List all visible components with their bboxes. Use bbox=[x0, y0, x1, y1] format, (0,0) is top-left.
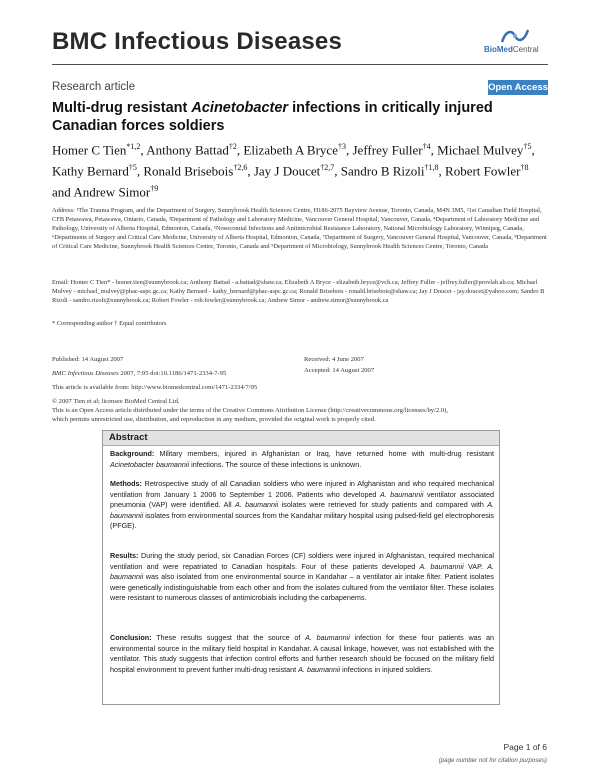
abstract-box bbox=[102, 430, 500, 705]
author-affiliation-mark: †2 bbox=[228, 142, 237, 151]
author-affiliation-mark: †1,8 bbox=[424, 162, 439, 172]
author-separator: , bbox=[531, 142, 535, 158]
author-separator: , bbox=[438, 163, 446, 179]
author-name: Sandro B Rizoli bbox=[340, 163, 425, 179]
logo-text: BioMedCentral bbox=[484, 45, 539, 54]
article-type: Research article bbox=[52, 81, 136, 93]
copyright: © 2007 Tien et al; licensee BioMed Central Ltd. bbox=[52, 398, 180, 405]
accepted-date: Accepted: 14 August 2007 bbox=[304, 367, 375, 374]
author-separator: , bbox=[430, 142, 438, 158]
license-line-1: This is an Open Access article distributed under the terms of the Creative Commons Attribution License (http://creativecommons.org/licenses/by/2.0), bbox=[52, 407, 448, 414]
author-separator: , bbox=[136, 163, 144, 179]
abstract-header bbox=[103, 431, 499, 446]
author-separator: , bbox=[236, 142, 244, 158]
page-number-note: (page number not for citation purposes) bbox=[438, 757, 547, 764]
header-rule bbox=[52, 64, 548, 65]
author-separator: , bbox=[247, 163, 254, 179]
author-separator: , bbox=[140, 142, 147, 158]
affiliations: Address: ¹The Trauma Program, and the Department of Surgery, Sunnybrook Health Sciences Centre, H186-2075 Bayview Avenue, Toronto, Canada, M4N 3M5, ²1st Canadian Field Hospital, CFB Petawawa, Petawawa, Ontario, Canada, ³Department of Pathology and Laboratory Medicine, Vancouver General Hospital, Vancouver, Canada, ⁴Department of Laboratory Medicine and Pathology, University of Alberta Hospital, Edmonton, Canada, ⁵Nosocomial Infections and Antimicrobial Resistance Laboratory, National Microbiology Laboratory, Winnipeg, Canada, ⁶Departments of Surgery and Critical Care Medicine, University of Alberta Hospital, Edmonton, Canada, ⁷Department of Surgery, Vancouver General Hospital, Vancouver, Canada, ⁸Department of Critical Care Medicine, Sunnybrook Health Sciences Centre, Toronto, Canada and ⁹Department of Microbiology, Sunnybrook Health Sciences Centre, Toronto, Canada bbox=[52, 207, 547, 251]
author-separator: , bbox=[345, 142, 353, 158]
published-date: Published: 14 August 2007 bbox=[52, 356, 124, 363]
author-affiliation-mark: †4 bbox=[422, 142, 431, 151]
author-name: Andrew Simor bbox=[73, 183, 151, 199]
author-affiliation-mark: †3 bbox=[337, 142, 346, 151]
received-date: Received: 4 June 2007 bbox=[304, 356, 364, 363]
biomed-logo-icon bbox=[500, 28, 530, 44]
article-title: Multi-drug resistant Acinetobacter infections in critically injured Canadian forces soldiers bbox=[52, 100, 493, 134]
abstract-methods: Methods: Retrospective study of all Canadian soldiers who were injured in Afghanistan and who required mechanical ventilation from January 1 2006 to September 1 2006. Patients who developed A. baumannii ventilator associated pneumonia (VAP) were identified. All A. baumannii isolates were retrieved for study patients and compared with A. baumannii isolates from environmental sources from the Kandahar military hospital using pulsed-field gel electrophoresis (PFGE). bbox=[110, 479, 495, 531]
author-separator: and bbox=[52, 183, 74, 199]
abstract-results: Results: During the study period, six Canadian Forces (CF) soldiers were injured in Afghanistan, required mechanical ventilation and were repatriated to Canadian hospitals. Four of these patients developed A. baumannii VAP. A. baumannii was also isolated from one environmental source in Kandahar – a ventilator air intake filter. Patient isolates were genetically indistinguishable from each other and from the isolates cultured from the ventilator filter. These isolates were resistant to numerous classes of antimicrobials including the carbapenems. bbox=[110, 551, 495, 603]
author-list bbox=[52, 138, 548, 200]
author-name: Ronald Brisebois bbox=[143, 163, 234, 179]
author-name: Robert Fowler bbox=[445, 163, 521, 179]
author-separator: , bbox=[334, 163, 341, 179]
author-name: Jeffrey Fuller bbox=[352, 142, 423, 158]
author-name: Michael Mulvey bbox=[437, 142, 524, 158]
author-affiliation-mark: †5 bbox=[523, 142, 532, 151]
biomed-central-logo bbox=[484, 28, 546, 58]
author-affiliation-mark: *1,2 bbox=[126, 142, 141, 151]
footnote-legend: * Corresponding author † Equal contributors bbox=[52, 320, 167, 327]
author-affiliation-mark: †2,7 bbox=[320, 162, 335, 172]
article-url[interactable]: This article is available from: http://www.biomedcentral.com/1471-2334/7/95 bbox=[52, 384, 258, 391]
author-affiliation-mark: †8 bbox=[520, 162, 529, 172]
abstract-background: Background: Military members, injured in Afghanistan or Iraq, have returned home with multi-drug resistant Acinetobacter baumannii infections. The source of these infections is unknown. bbox=[110, 449, 494, 469]
citation: BMC Infectious Diseases 2007, 7:95 doi:10.1186/1471-2334-7-95 bbox=[52, 370, 227, 377]
abstract-heading: Abstract bbox=[109, 432, 148, 443]
journal-title: BMC Infectious Diseases bbox=[52, 28, 343, 55]
author-name: Elizabeth A Bryce bbox=[243, 142, 338, 158]
author-name: Anthony Battad bbox=[146, 142, 229, 158]
abstract-conclusion: Conclusion: These results suggest that the source of A. baumannii infection for these four patients was an environmental source in the military field hospital in Kandahar. A causal linkage, however, was not established with the ventilator. This study suggests that infection control efforts and further research should be focused on the military field hospital environment to prevent further multi-drug resistant A. baumannii infections in injured soldiers. bbox=[110, 633, 495, 674]
license-line-2: which permits unrestricted use, distribution, and reproduction in any medium, provided the original work is properly cited. bbox=[52, 416, 376, 423]
author-affiliation-mark: †5 bbox=[128, 162, 137, 172]
author-emails: Email: Homer C Tien* - homer.tien@sunnybrook.ca; Anthony Battad - a.battad@shaw.ca; Elizabeth A Bryce - elizabeth.bryce@vch.ca; Jeffrey Fuller - jeffrey.fuller@provlab.ab.ca; Michael Mulvey - michael_mulvey@phac-aspc.gc.ca; Kathy Bernard - kathy_bernard@phac-aspc.gc.ca; Ronald Brisebois - ronald.brisebois@shaw.ca; Jay J Doucet - jay.doucet@yahoo.com; Sandro B Rizoli - sandro.rizoli@sunnybrook.ca; Robert Fowler - rob.fowler@sunnybrook.ca; Andrew Simor - andrew.simor@sunnybrook.ca bbox=[52, 279, 545, 305]
open-access-badge: Open Access bbox=[488, 82, 548, 93]
author-name: Jay J Doucet bbox=[253, 163, 321, 179]
author-affiliation-mark: †2,6 bbox=[233, 162, 248, 172]
author-name: Kathy Bernard bbox=[52, 163, 129, 179]
page-number: Page 1 of 6 bbox=[503, 742, 547, 752]
author-name: Homer C Tien bbox=[52, 142, 127, 158]
author-affiliation-mark: †9 bbox=[150, 183, 159, 193]
